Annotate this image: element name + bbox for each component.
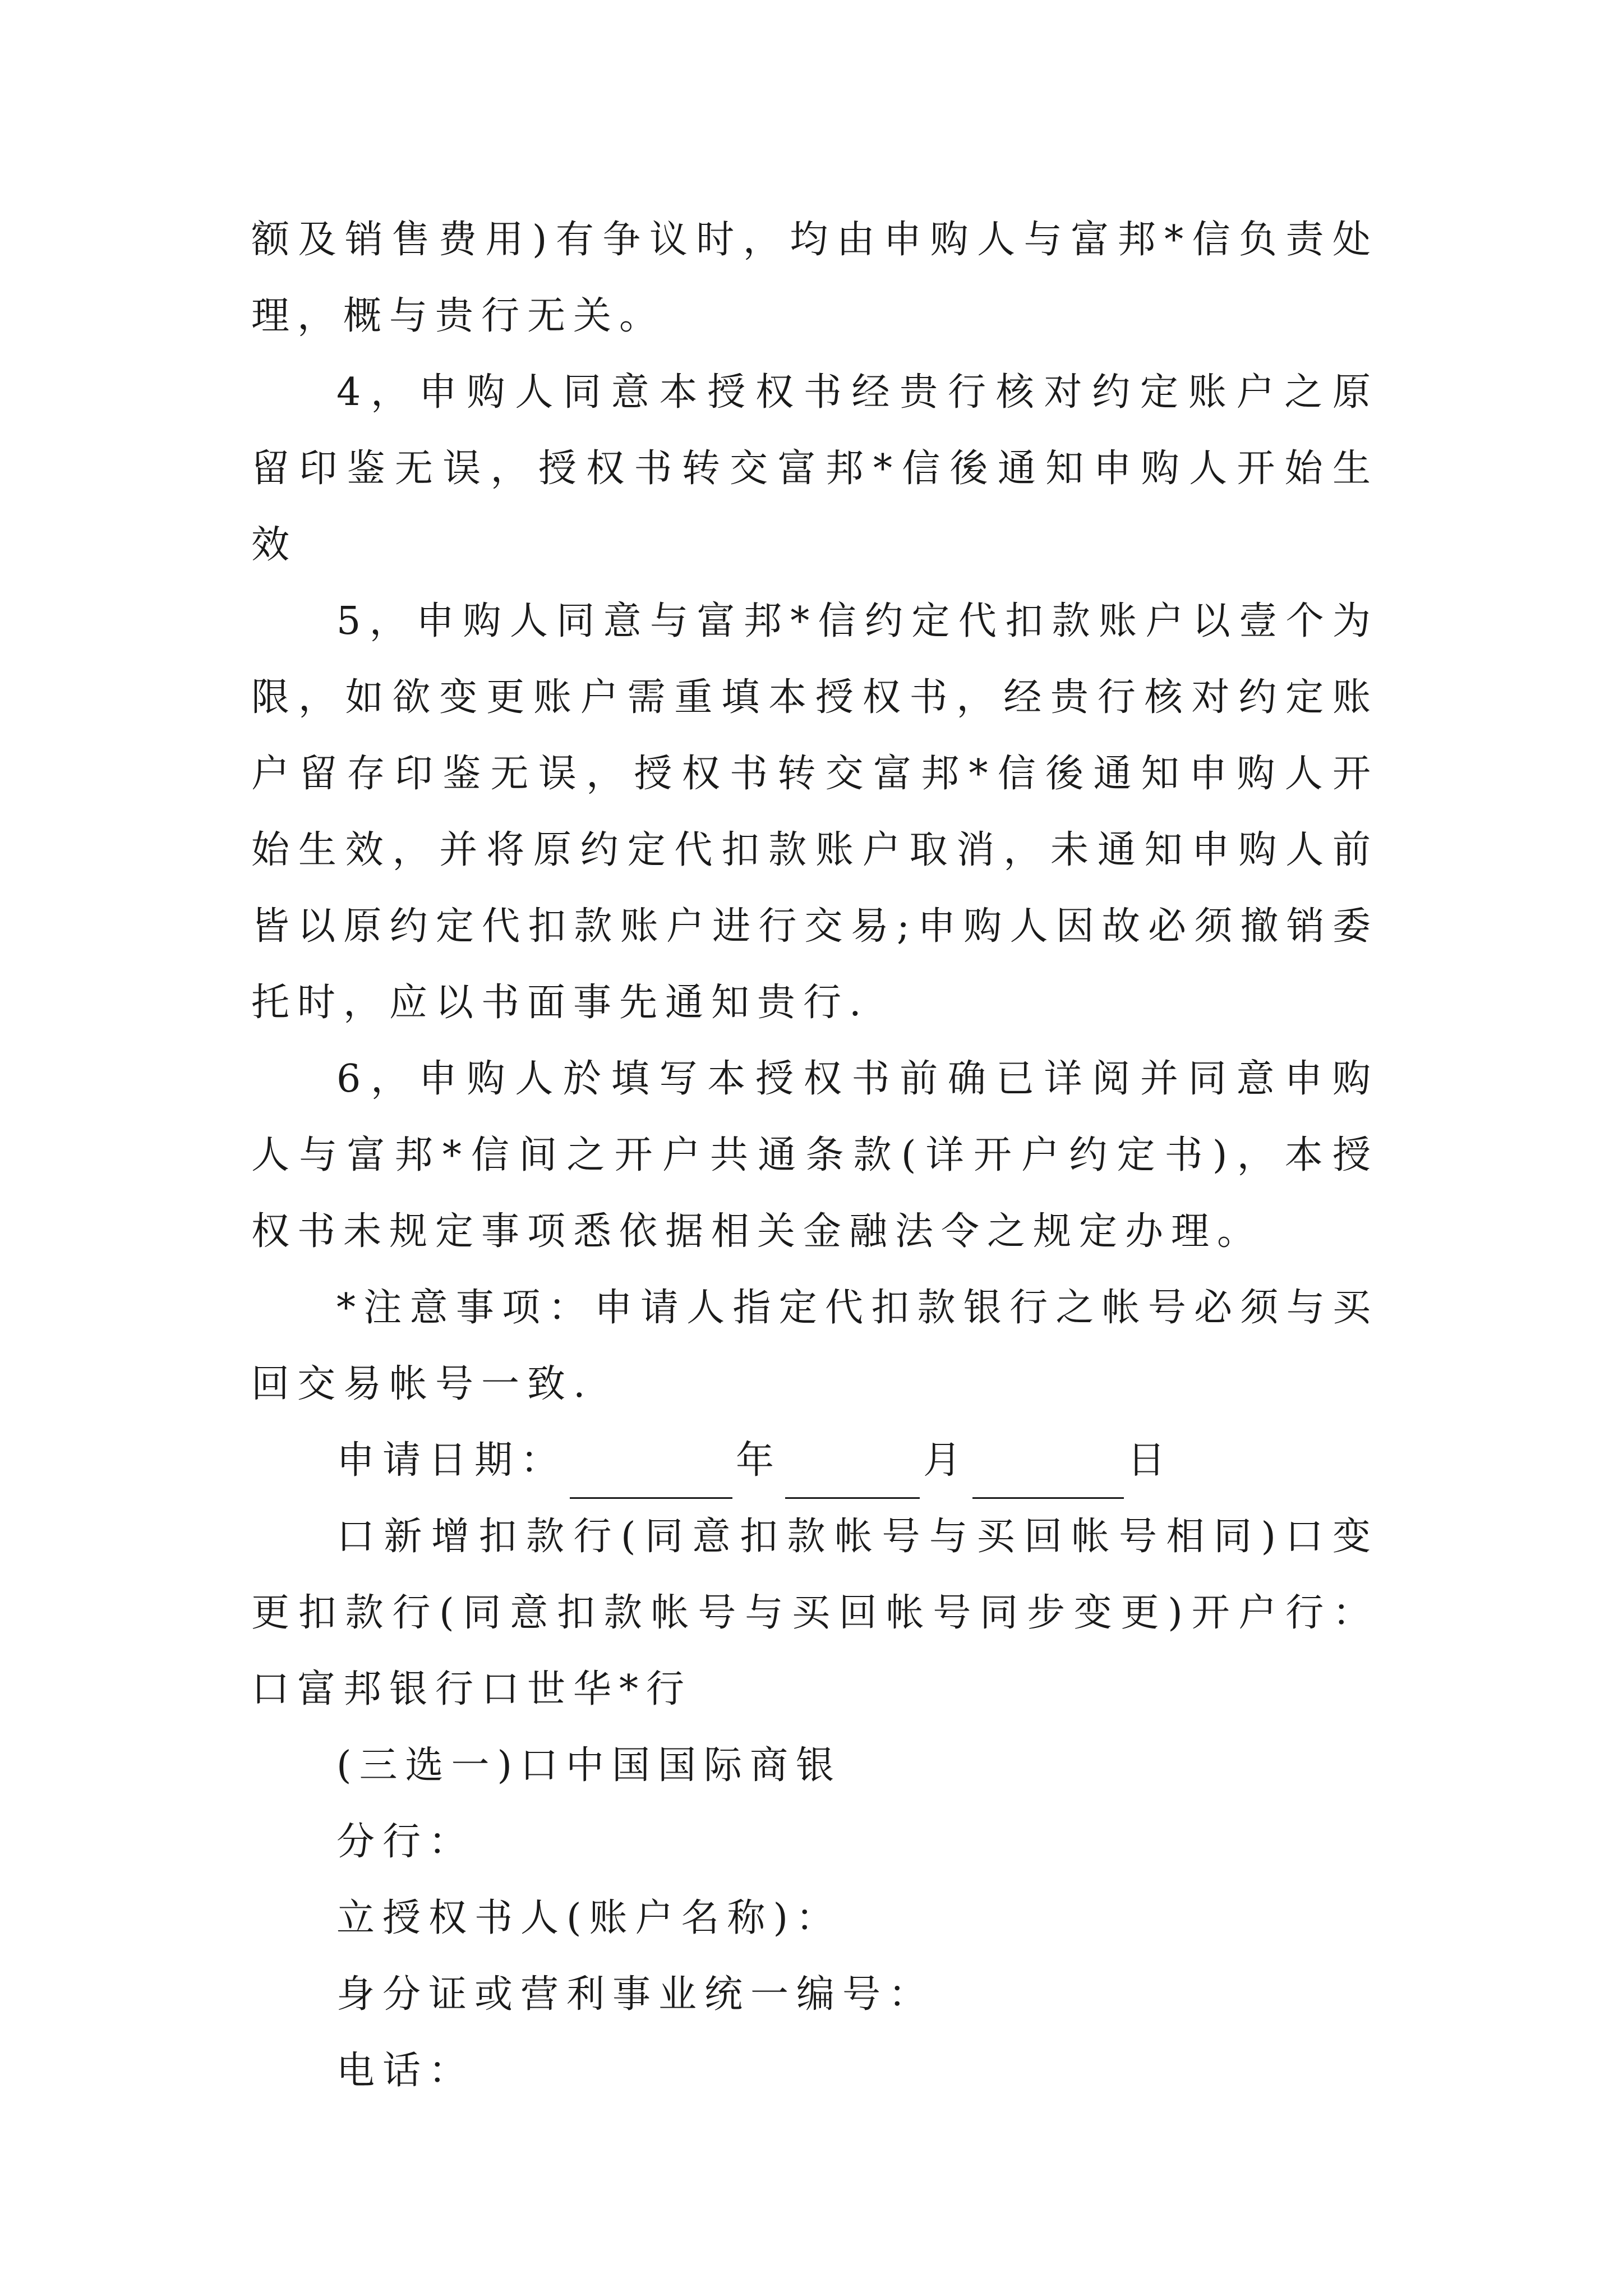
paragraph-clause-5: 5，申购人同意与富邦*信约定代扣款账户以壹个为限，如欲变更账户需重填本授权书，经贵行核对约定账户留存印鉴无误，授权书转交富邦*信後通知申购人开始生效，并将原约定代扣款账户取消，未通知申购人前皆以原约定代扣款账户进行交易;申购人因故必须撤销委托时，应以书面事先通知贵行.: [251, 599, 1378, 1025]
field-authorizer-name: 立授权书人(账户名称)：: [336, 1896, 842, 1940]
paragraph-clause-4: 4，申购人同意本授权书经贵行核对约定账户之原留印鉴无误，授权书转交富邦*信後通知申购人开始生效: [251, 370, 1378, 567]
paragraph-clause-6: 6，申购人於填写本授权书前确已详阅并同意申购人与富邦*信间之开户共通条款(详开户约定书)，本授权书未规定事项悉依据相关金融法令之规定办理。: [251, 1057, 1378, 1254]
bank-option-paragraph: 口新增扣款行(同意扣款帐号与买回帐号相同)口变更扣款行(同意扣款帐号与买回帐号同步变更)开户行：口富邦银行口世华*行: [251, 1515, 1378, 1711]
date-label: 申请日期：: [336, 1438, 567, 1483]
day-blank: [972, 1453, 1124, 1499]
month-label: 月: [923, 1438, 970, 1483]
field-branch: 分行：: [336, 1820, 475, 1864]
field-bank-choice: (三选一)口中国国际商银: [336, 1743, 842, 1788]
year-label: 年: [736, 1438, 782, 1483]
month-blank: [785, 1453, 920, 1499]
application-date-line: [251, 1423, 1378, 1499]
paragraph-notice: *注意事项：申请人指定代扣款银行之帐号必须与买回交易帐号一致.: [251, 1286, 1378, 1406]
paragraph-continuation: 额及销售费用)有争议时，均由申购人与富邦*信负责处理，概与贵行无关。: [251, 218, 1378, 338]
document-body: [251, 202, 1378, 2109]
field-id-number: 身分证或营利事业统一编号：: [336, 1972, 935, 2017]
field-phone: 电话：: [336, 2049, 475, 2093]
day-label: 日: [1127, 1438, 1174, 1483]
year-blank: [570, 1453, 732, 1499]
